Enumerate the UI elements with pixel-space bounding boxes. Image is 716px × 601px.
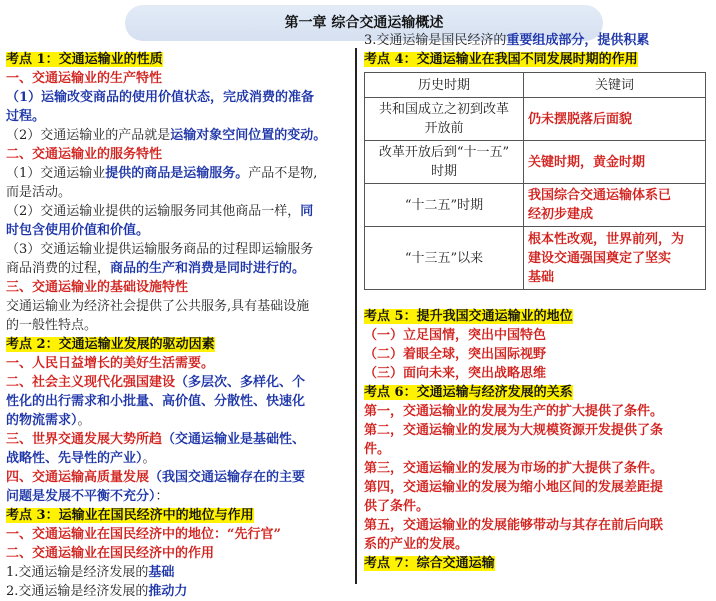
table-row [365,227,706,290]
table-cell-period: 改革开放后到“十一五” 时期 [365,141,524,184]
relation-4a: 第四，交通运输业的发展为缩小地区间的发展差距提 [364,480,664,495]
role-3 [6,563,350,582]
table-cell-keyword: 仍未摆脱落后面貌 [524,98,706,141]
para-5a: （3）交通运输业提供运输服务商品的过程即运输服务 [6,242,314,257]
para-4 [6,202,350,221]
para-3-text: （1）交通运输业 [6,166,106,181]
para-3d: 而是活动。 [6,185,72,200]
role-1 [6,525,350,544]
table-header-period: 历史时期 [365,73,524,98]
para-4-emph: 同 [300,204,314,219]
driver-2e: 。 [77,413,91,428]
role-1-emph: “先行官” [227,527,281,542]
driver-2d: 的物流需求） [6,413,78,428]
driver-3-end [6,449,350,468]
column-divider [355,48,357,584]
role-2: 二、交通运输业在国民经济中的作用 [6,546,215,561]
driver-3d: 。 [142,451,156,466]
driver-4-end [6,487,350,506]
para-6a: 交通运输业为经济社会提供了公共服务,具有基础设施 [6,299,310,314]
relation-2a: 第二，交通运输业的发展为大规模资源开发提供了条 [364,423,664,438]
driver-3-detail: （交通运输业是基础性、 [162,432,306,447]
driver-2-title: 二、社会主义现代化强国建设 [6,375,176,390]
para-3 [6,164,350,183]
table-row [365,98,706,141]
status-item-1: （一）立足国情，突出中国特色 [364,328,547,343]
key-point-5-heading: 考点 5：提升我国交通运输业的地位 [364,309,573,324]
driver-3-title: 三、世界交通发展大势所趋 [6,432,163,447]
para-2 [6,126,350,145]
key-point-3-heading: 考点 3：运输业在国民经济中的地位与作用 [6,508,254,523]
role-4-text: 2.交通运输是经济发展的 [6,584,149,599]
table-cell-keyword: 关键时期，黄金时期 [524,141,706,184]
status-item-3: （三）面向未来，突出战略思维 [364,366,547,381]
section-infrastructure: 三、交通运输业的基础设施特性 [6,280,189,295]
role-5 [364,31,710,50]
para-4-text: （2）交通运输业提供的运输服务同其他商品一样， [6,204,301,219]
driver-4 [6,468,350,487]
status-item-2: （二）着眼全球，突出国际视野 [364,347,547,362]
para-4c: 时包含使用价值和价值。 [6,223,150,238]
key-point-6-heading: 考点 6：交通运输与经济发展的关系 [364,385,573,400]
driver-2-end [6,411,350,430]
role-5-emph: 重要组成部分，提供积累 [506,33,650,48]
table-cell-keyword: 根本性改观，世界前列，为 建设交通强国奠定了坚实 基础 [524,227,706,290]
driver-2 [6,373,350,392]
relation-5b: 系的产业的发展。 [364,537,469,552]
driver-3 [6,430,350,449]
table-cell-period: “十三五”以来 [365,227,524,290]
section-service: 二、交通运输业的服务特性 [6,147,163,162]
para-1a: （1）运输改变商品的使用价值状态，完成消费的准备 [6,90,315,105]
table-cell-period: 共和国成立之初到改革 开放前 [365,98,524,141]
table-cell-period: “十二五”时期 [365,184,524,227]
para-5-emph: 商品的生产和消费是同时进行的。 [110,261,306,276]
table-header-row [365,73,706,98]
role-1-text: 一、交通运输业在国民经济中的地位： [6,527,228,542]
driver-2-detail: （多层次、多样化、个 [175,375,306,390]
relation-3: 第三，交通运输业的发展为市场的扩大提供了条件。 [364,461,664,476]
para-3-tail: 产品不是物, [248,166,318,181]
para-6b: 的一般性特点。 [6,318,98,333]
para-1b: 过程。 [6,109,46,124]
driver-4c: 问题是发展不平衡不充分） [6,489,156,504]
relation-2b: 件。 [364,442,391,457]
driver-4d: ： [155,489,169,504]
periods-table [364,72,706,290]
role-4 [6,582,350,601]
chapter-title: 第一章 综合交通运输概述 [284,15,444,31]
table-row [365,184,706,227]
driver-2c: 性化的出行需求和小批量、高价值、分散性、快速化 [6,394,306,409]
key-point-7-heading: 考点 7：综合交通运输 [364,556,495,571]
role-4-emph: 推动力 [148,584,188,599]
para-2-text: （2）交通运输业的产品就是 [6,128,171,143]
para-5-text: 商品消费的过程， [6,261,111,276]
relation-1: 第一，交通运输业的发展为生产的扩大提供了条件。 [364,404,664,419]
right-column [364,31,710,573]
key-point-4-heading: 考点 4：交通运输业在我国不同发展时期的作用 [364,52,638,67]
driver-4-detail: （我国交通运输存在的主要 [149,470,306,485]
role-3-text: 1.交通运输是经济发展的 [6,565,149,580]
role-3-emph: 基础 [148,565,175,580]
table-cell-keyword: 我国综合交通运输体系已 经初步建成 [524,184,706,227]
driver-3c: 战略性、先导性的产业） [6,451,143,466]
relation-4b: 供了条件。 [364,499,430,514]
table-row [365,141,706,184]
driver-1: 一、人民日益增长的美好生活需要。 [6,356,215,371]
role-5-text: 3.交通运输是国民经济的 [364,33,507,48]
para-3-emph: 提供的商品是运输服务。 [105,166,249,181]
para-2-emph: 运输对象空间位置的变动。 [170,128,327,143]
para-5 [6,259,350,278]
relation-5a: 第五，交通运输业的发展能够带动与其存在前后向联 [364,518,664,533]
left-column [6,50,350,601]
section-production: 一、交通运输业的生产特性 [6,71,163,86]
key-point-1-heading: 考点 1：交通运输业的性质 [6,52,163,67]
table-header-keyword: 关键词 [524,73,706,98]
key-point-2-heading: 考点 2：交通运输业发展的驱动因素 [6,337,215,352]
driver-4-title: 四、交通运输高质量发展 [6,470,150,485]
